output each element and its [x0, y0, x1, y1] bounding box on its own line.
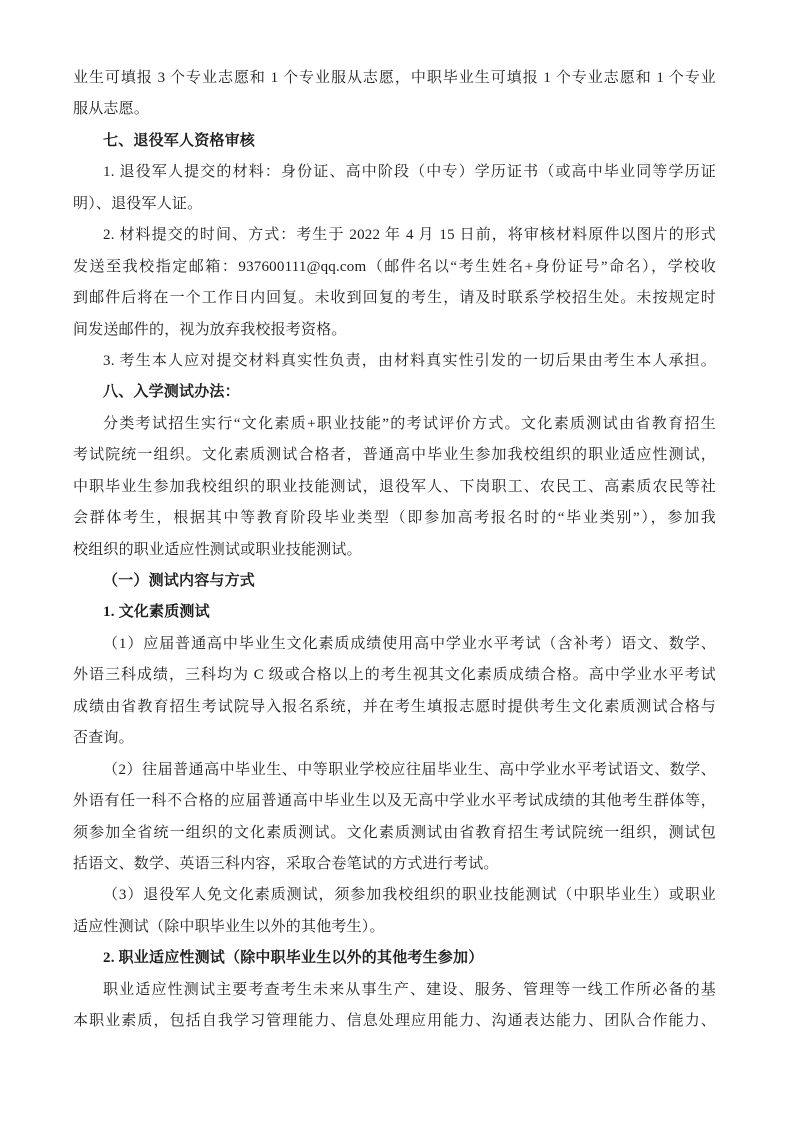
- text-line: 本职业素质，包括自我学习管理能力、信息处理应用能力、沟通表达能力、团队合作能力、: [73, 1013, 716, 1030]
- text-line: 3. 考生本人应对提交材料真实性负责，由材料真实性引发的一切后果由考生本人承担。: [103, 352, 716, 369]
- heading-line: （一）测试内容与方式: [103, 573, 256, 589]
- text-line: 到邮件后将在一个工作日内回复。未收到回复的考生，请及时联系学校招生处。未按规定时: [73, 290, 716, 307]
- heading-line: 2. 职业适应性测试（除中职毕业生以外的其他考生参加）: [103, 950, 484, 967]
- text-line: 成绩由省教育招生考试院导入报名系统，并在考生填报志愿时提供考生文化素质测试合格与: [73, 698, 716, 715]
- text-line: 职业适应性测试主要考查考生未来从事生产、建设、服务、管理等一线工作所必备的基: [103, 981, 716, 998]
- text-line: 分类考试招生实行“文化素质+职业技能”的考试评价方式。文化素质测试由省教育招生: [103, 415, 716, 432]
- text-line: 2. 材料提交的时间、方式：考生于 2022 年 4 月 15 日前，将审核材料原件以图片的形式: [103, 227, 716, 244]
- text-line: （1）应届普通高中毕业生文化素质成绩使用高中学业水平考试（含补考）语文、数学、: [103, 635, 716, 652]
- text-line: 外语三科成绩，三科均为 C 级或合格以上的考生视其文化素质成绩合格。高中学业水平考试: [73, 667, 716, 684]
- text-line: 括语文、数学、英语三科内容，采取合卷笔试的方式进行考试。: [73, 855, 499, 872]
- text-line: 业生可填报 3 个专业志愿和 1 个专业服从志愿，中职毕业生可填报 1 个专业志愿和 1 个专业: [73, 70, 716, 86]
- text-line: 服从志愿。: [73, 101, 150, 118]
- text-line: 会群体考生，根据其中等教育阶段毕业类型（即参加高考报名时的“毕业类别”），参加我: [73, 510, 716, 527]
- heading-line: 1. 文化素质测试: [103, 604, 210, 621]
- heading-line: 八、入学测试办法：: [103, 384, 240, 401]
- text-line: 明）、退役军人证。: [73, 195, 203, 212]
- text-line: 适应性测试（除中职毕业生以外的其他考生）。: [73, 918, 385, 935]
- text-line: 须参加全省统一组织的文化素质测试。文化素质测试由省教育招生考试院统一组织，测试包: [73, 824, 716, 841]
- text-line: 发送至我校指定邮箱：937600111@qq.com（邮件名以“考生姓名+身份证号”命名），学校收: [73, 258, 716, 275]
- text-line: 1. 退役军人提交的材料：身份证、高中阶段（中专）学历证书（或高中毕业同等学历证: [103, 164, 716, 181]
- text-line: 校组织的职业适应性测试或职业技能测试。: [73, 541, 362, 558]
- text-line: 外语有任一科不合格的应届普通高中毕业生以及无高中学业水平考试成绩的其他考生群体等，: [73, 793, 716, 810]
- text-line: （2）往届普通高中毕业生、中等职业学校应往届毕业生、高中学业水平考试语文、数学、: [103, 761, 716, 778]
- text-line: 中职毕业生参加我校组织的职业技能测试，退役军人、下岗职工、农民工、高素质农民等社: [73, 478, 716, 495]
- text-line: 间发送邮件的，视为放弃我校报考资格。: [73, 321, 347, 338]
- heading-line: 七、退役军人资格审核: [103, 132, 256, 149]
- text-line: （3）退役军人免文化素质测试，须参加我校组织的职业技能测试（中职毕业生）或职业: [103, 887, 716, 904]
- text-block: [73, 63, 716, 1038]
- text-line: 考试院统一组织。文化素质测试合格者，普通高中毕业生参加我校组织的职业适应性测试，: [73, 447, 716, 464]
- text-line: 否查询。: [73, 730, 134, 747]
